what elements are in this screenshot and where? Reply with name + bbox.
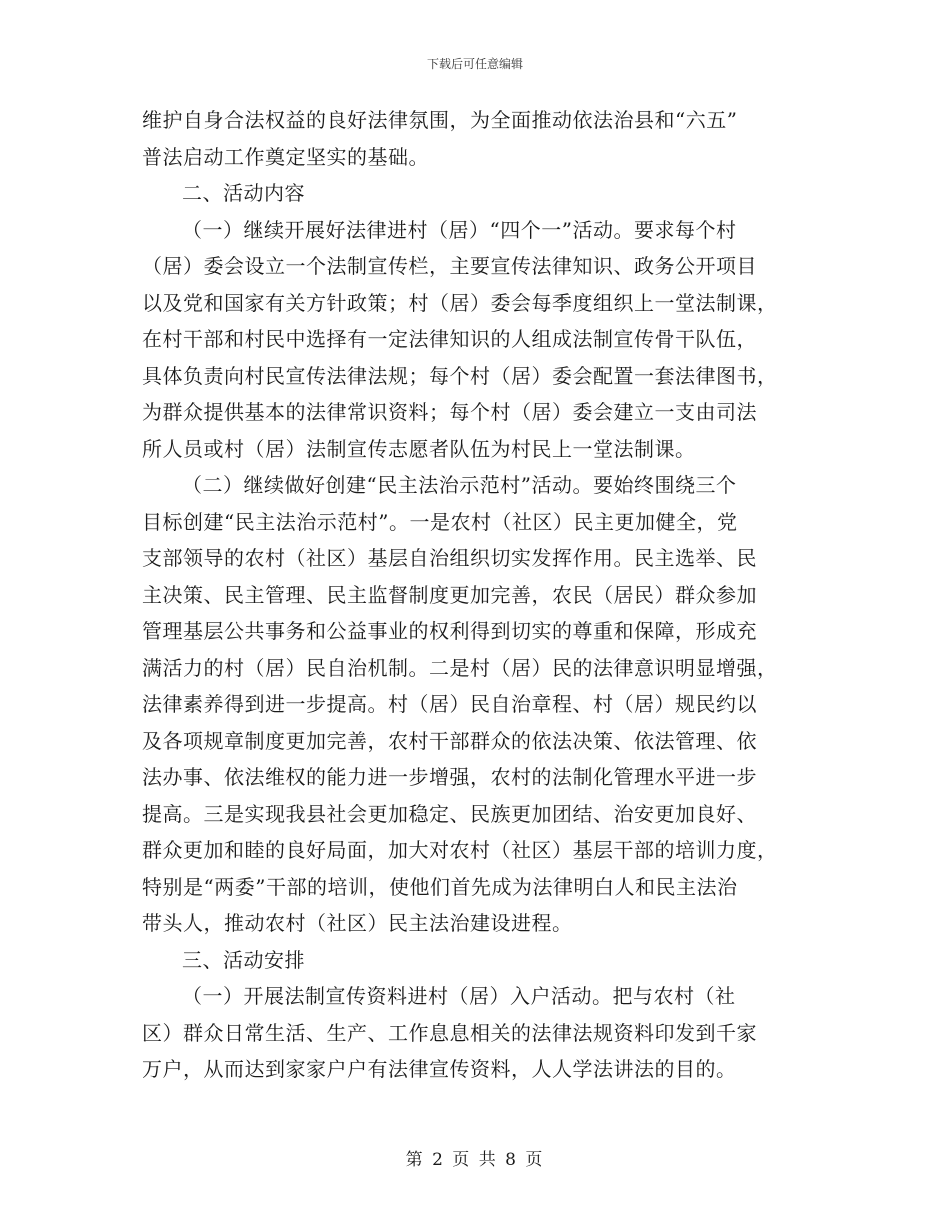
- text-line: 满活力的村（居）民自治机制。二是村（居）民的法律意识明显增强，: [142, 655, 778, 680]
- text-line: 管理基层公共事务和公益事业的权利得到切实的尊重和保障，形成充: [142, 619, 757, 643]
- text-line: 带头人，推动农村（社区）民主法治建设进程。: [142, 911, 573, 935]
- text-line: （居）委会设立一个法制宣传栏，主要宣传法律知识、政务公开项目: [142, 254, 757, 278]
- header-note: 下载后可任意编辑: [426, 57, 523, 71]
- text-line: 在村干部和村民中选择有一定法律知识的人组成法制宣传骨干队伍，: [142, 327, 757, 351]
- text-line: 维护自身合法权益的良好法律氛围，为全面推动依法治县和“六五”: [142, 108, 738, 132]
- text-line: 群众更加和睦的良好局面，加大对农村（社区）基层干部的培训力度，: [142, 838, 778, 862]
- text-line: （一）继续开展好法律进村（居）“四个一”活动。要求每个村: [182, 217, 737, 242]
- document-body: [142, 102, 808, 1088]
- text-line: 万户，从而达到家家户户有法律宣传资料，人人学法讲法的目的。: [142, 1057, 737, 1081]
- page-number: 第 2 页 共 8 页: [405, 1150, 545, 1170]
- text-line: 法办事、依法维权的能力进一步增强，农村的法制化管理水平进一步: [142, 765, 757, 789]
- text-line: 以及党和国家有关方针政策；村（居）委会每季度组织上一堂法制课，: [142, 290, 778, 315]
- text-line: （一）开展法制宣传资料进村（居）入户活动。把与农村（社: [182, 984, 736, 1008]
- text-line: 提高。三是实现我县社会更加稳定、民族更加团结、治安更加良好、: [142, 801, 757, 826]
- section-heading: 三、活动安排: [182, 947, 305, 972]
- text-line: 区）群众日常生活、生产、工作息息相关的法律法规资料印发到千家: [142, 1020, 757, 1045]
- section-heading: 二、活动内容: [182, 181, 305, 205]
- text-line: 支部领导的农村（社区）基层自治组织切实发挥作用。民主选举、民: [142, 546, 757, 570]
- text-line: 普法启动工作奠定坚实的基础。: [142, 144, 429, 169]
- text-line: 目标创建“民主法治示范村”。一是农村（社区）民主更加健全，党: [142, 509, 738, 534]
- text-line: 及各项规章制度更加完善，农村干部群众的依法决策、依法管理、依: [142, 728, 757, 753]
- text-line: 具体负责向村民宣传法律法规；每个村（居）委会配置一套法律图书，: [142, 363, 778, 388]
- text-line: 为群众提供基本的法律常识资料；每个村（居）委会建立一支由司法: [142, 400, 757, 424]
- text-line: （二）继续做好创建“民主法治示范村”活动。要始终围绕三个: [182, 473, 737, 497]
- text-line: 主决策、民主管理、民主监督制度更加完善，农民（居民）群众参加: [142, 582, 757, 607]
- text-line: 法律素养得到进一步提高。村（居）民自治章程、村（居）规民约以: [142, 692, 757, 716]
- text-line: 所人员或村（居）法制宣传志愿者队伍为村民上一堂法制课。: [142, 436, 696, 461]
- text-line: 特别是“两委”干部的培训，使他们首先成为法律明白人和民主法治: [142, 874, 738, 899]
